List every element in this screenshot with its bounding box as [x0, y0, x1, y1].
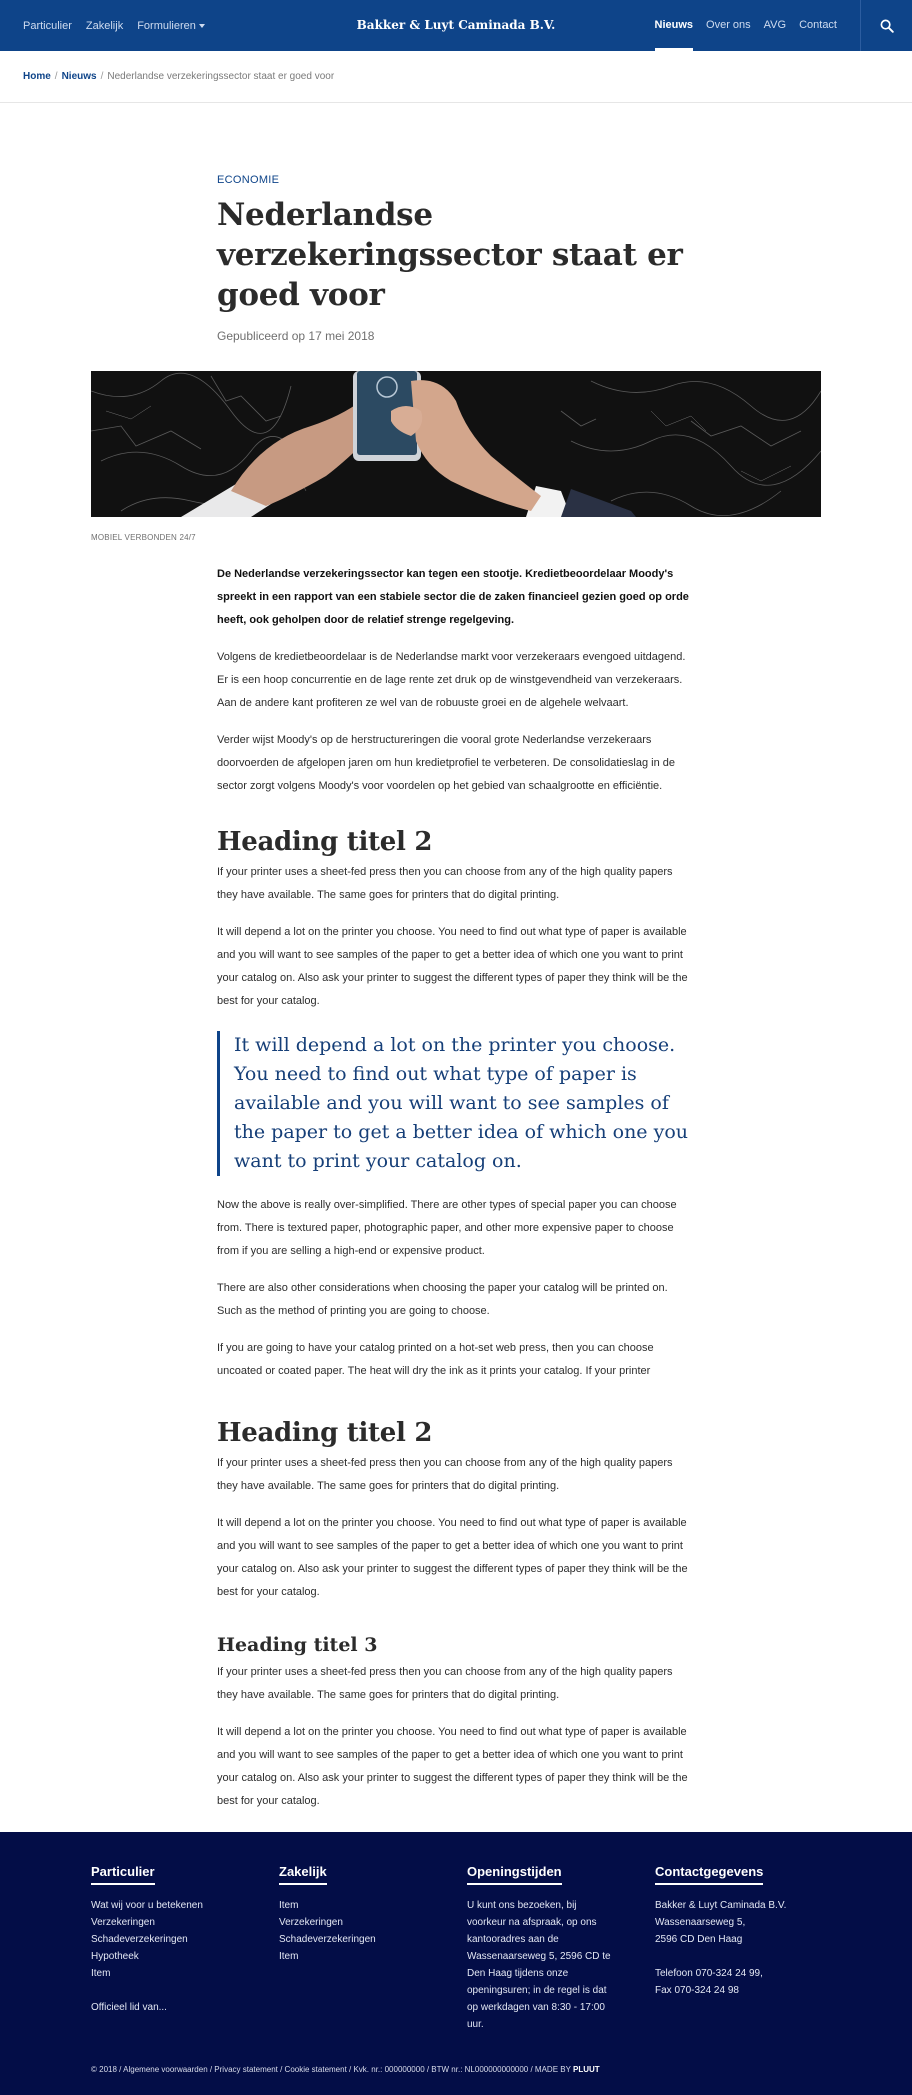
article-paragraph: There are also other considerations when choosing the paper your catalog will be printed on. Such as the method of printing you are going to choose.	[217, 1282, 668, 1317]
article-paragraph: Now the above is really over-simplified. There are other types of special paper you can choose from. There is textured paper, photographic paper, and other more expensive paper to choose from if you are selling a high-end or expensive product.	[217, 1199, 677, 1257]
article-paragraph: It will depend a lot on the printer you choose. You need to find out what type of paper is available and you will want to see samples of the paper to get a better idea of which one you want to print your catalog on. Also ask your printer to suggest the different types of paper they think will be the best for your catalog.	[217, 926, 688, 1007]
search-icon	[880, 19, 894, 33]
published-date: Gepubliceerd op 17 mei 2018	[217, 329, 375, 343]
nav-link-nieuws[interactable]: Nieuws	[655, 0, 694, 51]
footer-link[interactable]: Wat wij voor u betekenen	[91, 1900, 203, 1911]
footer-link[interactable]: Hypotheek	[91, 1951, 139, 1962]
contact-street: Wassenaarseweg 5,	[655, 1917, 746, 1928]
footer-link[interactable]: Item	[279, 1951, 299, 1962]
footer-link[interactable]: Schadeverzekeringen	[91, 1934, 188, 1945]
article-paragraph: If your printer uses a sheet-fed press then you can choose from any of the high quality papers they have available. The same goes for printers that do digital printing.	[217, 1666, 673, 1701]
footer-link[interactable]: Verzekeringen	[91, 1917, 155, 1928]
nav-left-group	[23, 0, 205, 51]
footer-col-contact	[655, 1832, 835, 1999]
nav-link-zakelijk[interactable]: Zakelijk	[85, 19, 124, 32]
hero-image	[91, 371, 821, 517]
article	[0, 103, 912, 1813]
contact-city: 2596 CD Den Haag	[655, 1934, 743, 1945]
made-by-link[interactable]: PLUUT	[573, 2065, 600, 2074]
article-paragraph: If your printer uses a sheet-fed press then you can choose from any of the high quality papers they have available. The same goes for printers that do digital printing.	[217, 866, 673, 901]
breadcrumb-news[interactable]: Nieuws	[61, 71, 97, 82]
nav-link-contact[interactable]: Contact	[799, 19, 837, 31]
footer-col-zakelijk	[279, 1832, 459, 1965]
article-paragraph: It will depend a lot on the printer you choose. You need to find out what type of paper is available and you will want to see samples of the paper to get a better idea of which one you want to print your catalog on. Also ask your printer to suggest the different types of paper they think will be the best for your catalog.	[217, 1517, 688, 1598]
copyright-text: © 2018 / Algemene voorwaarden / Privacy statement / Cookie statement / Kvk. nr.: 000000000 / BTW nr.: NL000000000000 / MADE BY	[91, 2065, 571, 2074]
search-button[interactable]	[860, 0, 912, 51]
footer-col-openingstijden	[467, 1832, 617, 2033]
nav-dropdown-label: Formulieren	[137, 19, 196, 32]
section-heading: Heading titel 2	[217, 1418, 433, 1448]
nav-link-avg[interactable]: AVG	[763, 19, 787, 31]
article-lead: De Nederlandse verzekeringssector kan tegen een stootje. Kredietbeoordelaar Moody's spreekt in een rapport van een stabiele sector die de zaken financieel gezien goed op orde heeft, ook geholpen door de relatief strenge regelgeving.	[217, 568, 689, 626]
nav-right-group	[655, 0, 838, 51]
article-paragraph: Verder wijst Moody's op de herstructureringen die vooral grote Nederlandse verzekeraars doorvoerden de afgelopen jaren om hun kredietprofiel te verbeteren. De consolidatieslag in de sector zorgt volgens Moody's voor voordelen op het gebied van schaalgrootte en efficiëntie.	[217, 734, 676, 792]
breadcrumb-separator: /	[100, 71, 104, 82]
nav-link-over-ons[interactable]: Over ons	[706, 19, 751, 31]
nav-link-particulier[interactable]: Particulier	[23, 19, 72, 32]
opening-hours-text: U kunt ons bezoeken, bij voorkeur na afspraak, op ons kantooradres aan de Wassenaarseweg 5, 2596 CD te Den Haag tijdens onze openingsuren; in de regel is dat op werkdagen van 8:30 - 17:00 uur.	[467, 1900, 611, 2030]
image-caption: MOBIEL VERBONDEN 24/7	[91, 533, 196, 542]
footer	[0, 1832, 912, 2095]
footer-heading-openingstijden: Openingstijden	[467, 1864, 562, 1885]
breadcrumb-current: Nederlandse verzekeringssector staat er goed voor	[107, 71, 335, 82]
footer-col-particulier	[91, 1832, 271, 2016]
article-paragraph: It will depend a lot on the printer you choose. You need to find out what type of paper is available and you will want to see samples of the paper to get a better idea of which one you want to print your catalog on. Also ask your printer to suggest the different types of paper they think will be the best for your catalog.	[217, 1726, 688, 1807]
breadcrumb	[0, 51, 912, 103]
footer-link[interactable]: Verzekeringen	[279, 1917, 343, 1928]
section-subheading: Heading titel 3	[217, 1634, 378, 1656]
brand-title[interactable]: Bakker & Luyt Caminada B.V.	[356, 18, 556, 32]
breadcrumb-home[interactable]: Home	[23, 71, 51, 82]
breadcrumb-separator: /	[54, 71, 58, 82]
article-category[interactable]: ECONOMIE	[217, 174, 280, 186]
article-paragraph: If you are going to have your catalog printed on a hot-set web press, then you can choose uncoated or coated paper. The heat will dry the ink as it prints your catalog. If your printer	[217, 1342, 654, 1377]
hands-phone-illustration	[91, 371, 821, 517]
contact-phone[interactable]: Telefoon 070-324 24 99,	[655, 1968, 763, 1979]
footer-link[interactable]: Item	[91, 1968, 111, 1979]
nav-dropdown-formulieren[interactable]	[137, 20, 205, 32]
section-heading: Heading titel 2	[217, 827, 433, 857]
footer-heading-zakelijk: Zakelijk	[279, 1864, 327, 1885]
footer-heading-particulier: Particulier	[91, 1864, 155, 1885]
footer-link-officieel-lid[interactable]: Officieel lid van...	[91, 2002, 167, 2013]
footer-link[interactable]: Item	[279, 1900, 299, 1911]
contact-fax: Fax 070-324 24 98	[655, 1985, 739, 1996]
contact-company: Bakker & Luyt Caminada B.V.	[655, 1900, 787, 1911]
caret-down-icon	[199, 24, 205, 28]
page-title: Nederlandse verzekeringssector staat er goed voor	[217, 197, 683, 313]
blockquote: It will depend a lot on the printer you choose. You need to find out what type of paper is available and you will want to see samples of the paper to get a better idea of which one you want to print your catalog on.	[217, 1031, 695, 1176]
top-navigation	[0, 0, 912, 51]
footer-copyright	[91, 2065, 600, 2074]
footer-link[interactable]: Schadeverzekeringen	[279, 1934, 376, 1945]
article-paragraph: Volgens de kredietbeoordelaar is de Nederlandse markt voor verzekeraars evengoed uitdagend. Er is een hoop concurrentie en de lage rente zet druk op de winstgevendheid van verzekeraars. Aan de andere kant profiteren ze wel van de robuuste groei en de algehele welvaart.	[217, 651, 686, 709]
article-paragraph: If your printer uses a sheet-fed press then you can choose from any of the high quality papers they have available. The same goes for printers that do digital printing.	[217, 1457, 673, 1492]
footer-heading-contact: Contactgegevens	[655, 1864, 763, 1885]
